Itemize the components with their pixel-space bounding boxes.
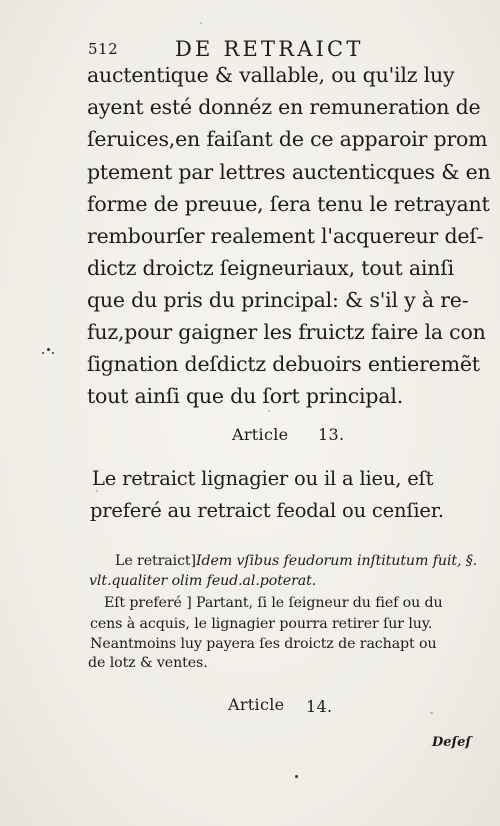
text-line: forme de preuue, ſera tenu le retrayant — [87, 192, 490, 216]
article-text-line: Le retraict lignagier ou il a lieu, eſt — [92, 467, 434, 490]
article-number: 14. — [306, 697, 333, 716]
article-number: 13. — [318, 425, 345, 444]
note-line: cens à acquis, le lignagier pourra retirer ſur luy. — [90, 616, 433, 632]
text-line: auctentique & vallable, ou qu'ilz luy — [87, 63, 455, 87]
ink-speck — [42, 352, 44, 354]
note-lemma: Le retraict] — [115, 553, 196, 569]
article-label: Article — [232, 425, 289, 444]
text-line: ſignation deſdictz debuoirs entieremẽt — [87, 352, 480, 376]
note-line: de lotz & ventes. — [88, 655, 208, 671]
paper-speck — [430, 712, 433, 714]
text-line: fuz,pour gaigner les fruictz faire la con — [87, 320, 486, 344]
paper-speck — [200, 22, 202, 24]
text-line: ſeruices,en faiſant de ce apparoir prom — [87, 127, 488, 151]
note-line: Eſt preferé ] Partant, ſi le ſeigneur du fief ou du — [104, 595, 443, 611]
text-line: que du pris du principal: & s'il y à re- — [87, 288, 469, 312]
text-line: tout ainſi que du ſort principal. — [87, 384, 404, 408]
page-number: 512 — [88, 40, 119, 58]
article-text-line: preferé au retraict feodal ou cenſier. — [90, 499, 444, 522]
article-label: Article — [228, 695, 285, 714]
note-line — [115, 553, 477, 569]
ink-speck — [295, 775, 298, 778]
paper-speck — [96, 490, 98, 492]
paper-speck — [268, 410, 270, 412]
ink-speck — [47, 348, 50, 351]
note-latin: Idem vſibus feudorum inſtitutum fuit, §. — [195, 553, 478, 569]
text-line: dictz droictz ſeigneuriaux, tout ainſi — [87, 256, 454, 280]
note-line: vlt.qualiter olim feud.al.poterat. — [89, 573, 317, 589]
note-line: Neantmoins luy payera ſes droictz de rachapt ou — [90, 636, 437, 652]
text-line: rembourſer realement l'acquereur deſ- — [87, 224, 484, 248]
ink-speck — [52, 352, 54, 354]
running-head: DE RETRAICT — [175, 37, 364, 61]
text-line: ayent esté donnéz en remuneration de — [87, 95, 481, 119]
text-line: ptement par lettres auctenticques & en — [87, 160, 491, 184]
catchword: Deſeſ — [432, 735, 471, 750]
